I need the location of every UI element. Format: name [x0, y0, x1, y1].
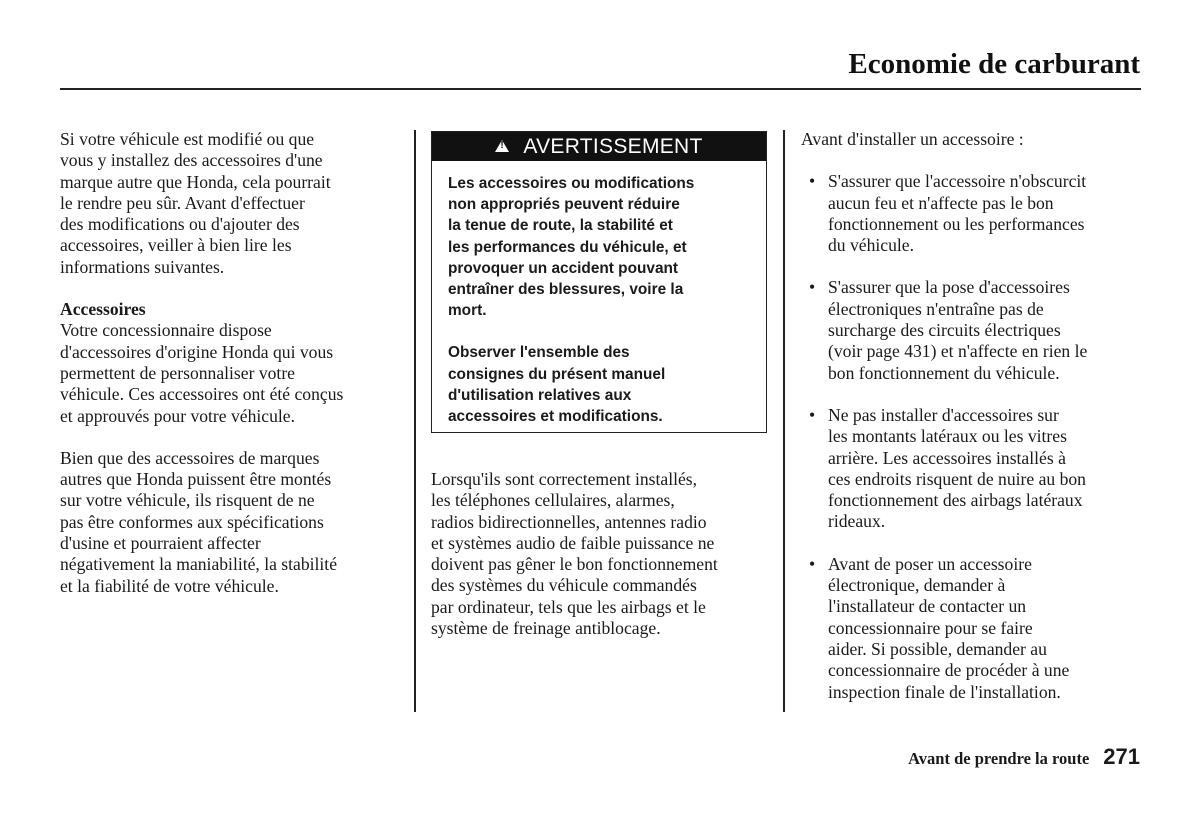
warning-title: AVERTISSEMENT — [523, 134, 703, 158]
header-divider — [60, 88, 1141, 90]
list-item-text: Avant de poser un accessoire électronique, demander à l'installateur de contacter un concessionnaire pour se faire aider. Si possible, demander au concessionnaire de procéder à une inspection finale de l'installation. — [828, 553, 1070, 702]
electronics-paragraph: Lorsqu'ils sont correctement installés, les téléphones cellulaires, alarmes, radios bidirectionnelles, antennes radio et systèmes audio de faible puissance ne doivent pas gêner le bon fonctionnement des systèmes du véhicule commandés par ordinateur, tels que les airbags et le système de freinage antiblocage. — [431, 469, 718, 639]
warning-box — [431, 131, 767, 433]
page-title: Economie de carburant — [848, 48, 1140, 80]
bullet-icon: • — [809, 277, 816, 298]
list-item — [801, 554, 1146, 703]
column-divider-right — [783, 130, 785, 712]
warning-triangle-icon — [495, 140, 509, 152]
bullet-icon: • — [809, 553, 816, 574]
warning-paragraph-2: Observer l'ensemble des consignes du présent manuel d'utilisation relatives aux accessoires et modifications. — [448, 344, 666, 426]
warning-paragraph-1: Les accessoires ou modifications non appropriés peuvent réduire la tenue de route, la stabilité et les performances du véhicule, et provoquer un accident pouvant entraîner des blessures, voire la mort. — [448, 175, 695, 320]
left-column — [60, 129, 405, 597]
warning-body — [432, 161, 766, 427]
non-honda-accessories-paragraph: Bien que des accessoires de marques autres que Honda puissent être montés sur votre véhicule, ils risquent de ne pas être conformes aux spécifications d'usine et pourraient affecter négativement la maniabilité, la stabilité et la fiabilité de votre véhicule. — [60, 447, 338, 596]
install-checklist — [801, 171, 1146, 703]
page-footer — [908, 744, 1140, 770]
column-divider-left — [414, 130, 416, 712]
accessories-heading: Accessoires — [60, 299, 146, 320]
list-item — [801, 405, 1146, 533]
list-item-text: S'assurer que l'accessoire n'obscurcit aucun feu et n'affecte pas le bon fonctionnement ou les performances du véhicule. — [828, 171, 1087, 256]
accessories-paragraph: Votre concessionnaire dispose d'accessoires d'origine Honda qui vous permettent de personnaliser votre véhicule. Ces accessoires ont été conçus et approuvés pour votre véhicule. — [60, 320, 344, 426]
bullet-icon: • — [809, 404, 816, 425]
list-item-text: Ne pas installer d'accessoires sur les montants latéraux ou les vitres arrière. Les accessoires installés à ces endroits risquent de nuire au bon fonctionnement des airbags latéraux rideaux. — [828, 404, 1086, 532]
warning-banner — [432, 132, 766, 161]
middle-column — [431, 469, 776, 639]
list-item — [801, 171, 1146, 256]
intro-paragraph: Si votre véhicule est modifié ou que vous y installez des accessoires d'une marque autre que Honda, cela pourrait le rendre peu sûr. Avant d'effectuer des modifications ou d'ajouter des accessoires, veiller à bien lire les informations suivantes. — [60, 129, 331, 277]
footer-section-title: Avant de prendre la route — [908, 749, 1090, 768]
list-item-text: S'assurer que la pose d'accessoires électroniques n'entraîne pas de surcharge des circuits électriques (voir page 431) et n'affecte en rien le bon fonctionnement du véhicule. — [828, 277, 1088, 383]
bullet-icon: • — [809, 171, 816, 192]
page-number: 271 — [1103, 744, 1140, 769]
list-item — [801, 277, 1146, 383]
right-column — [801, 129, 1146, 703]
install-intro: Avant d'installer un accessoire : — [801, 129, 1024, 149]
